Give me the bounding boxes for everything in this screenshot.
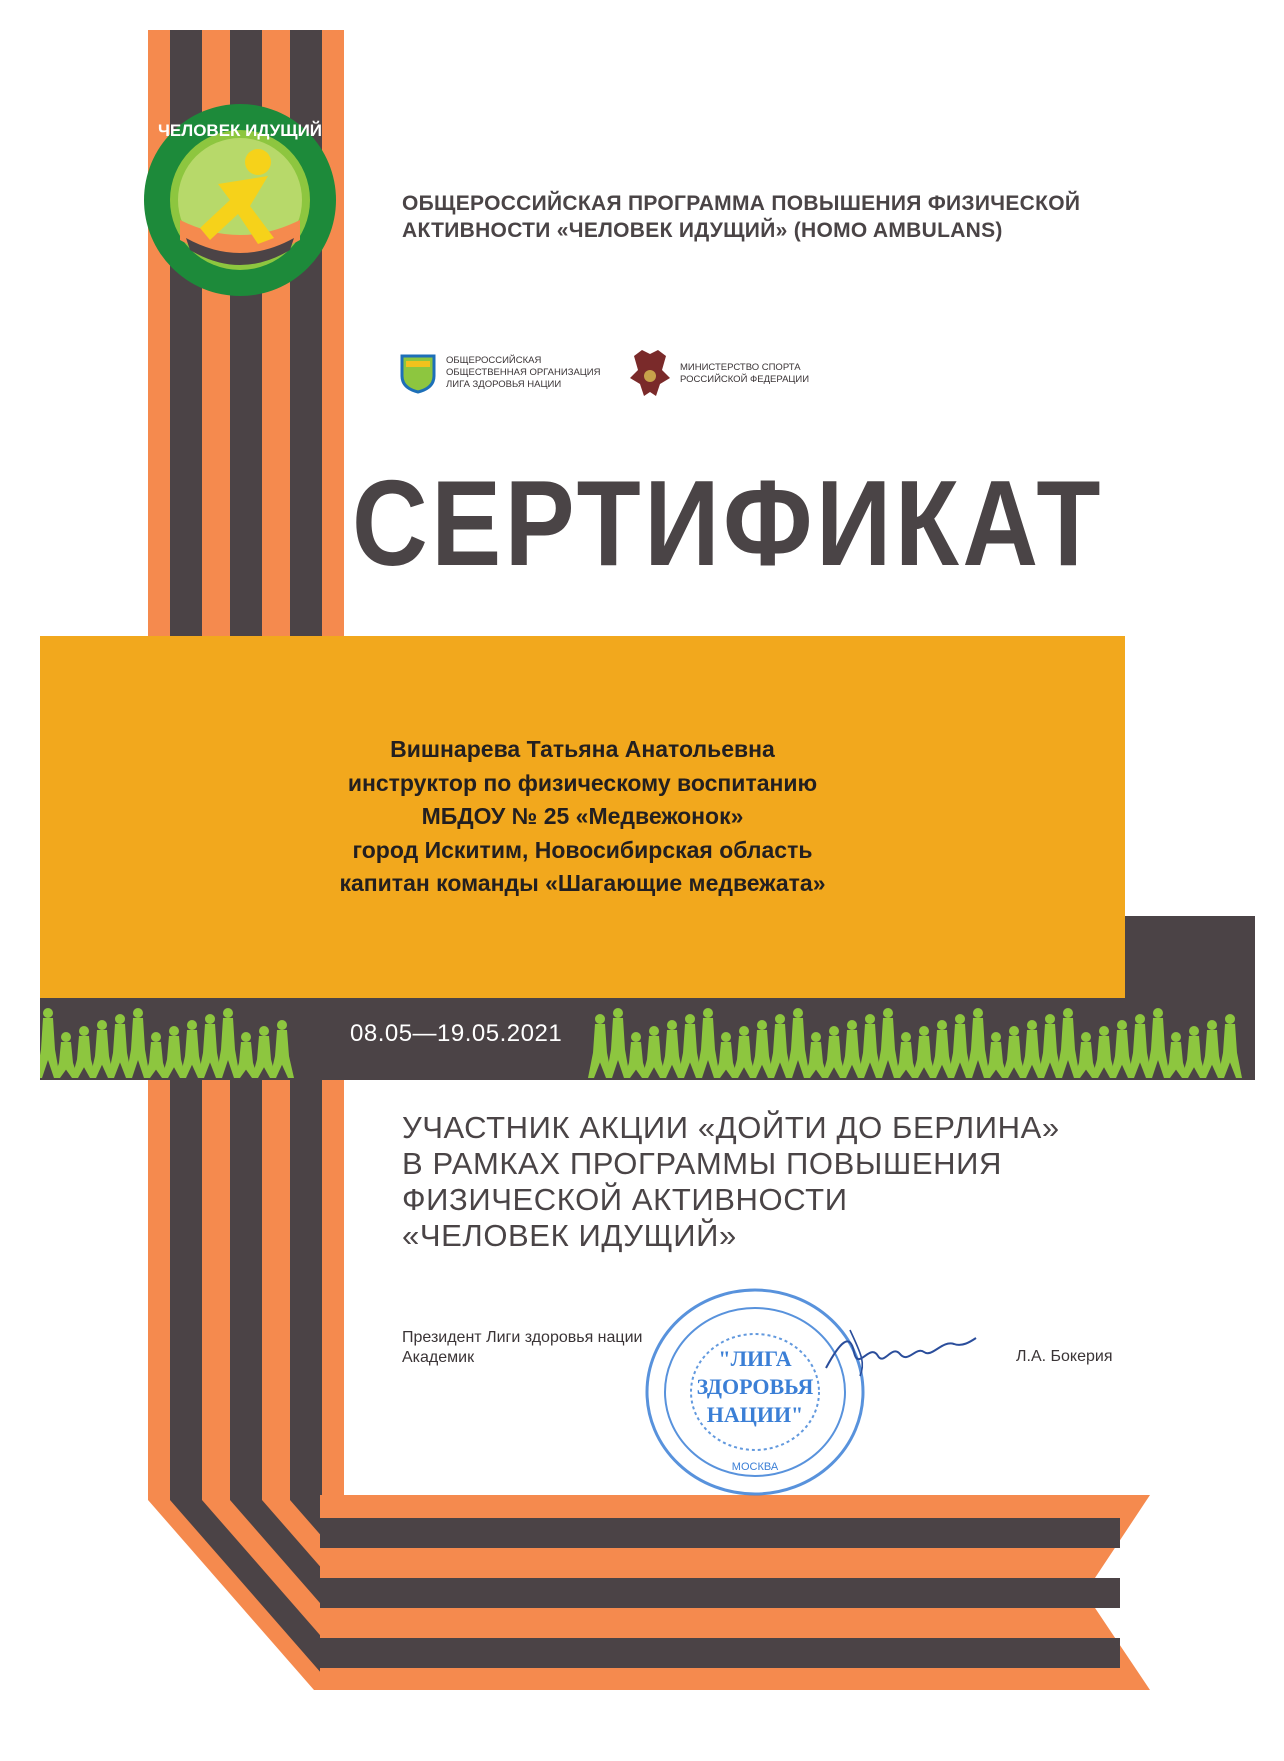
walking-people-silhouettes (40, 998, 1255, 1080)
event-dates: 08.05—19.05.2021 (350, 1020, 563, 1047)
walker-silhouette (1056, 1008, 1080, 1078)
signer-role-line1: Президент Лиги здоровья нации (402, 1329, 643, 1346)
recipient-name: Вишнарева Татьяна Анатольевна (390, 736, 775, 762)
logo-arc-text: ЧЕЛОВЕК ИДУЩИЙ (157, 121, 323, 140)
league-org-line2: ОБЩЕСТВЕННАЯ ОРГАНИЗАЦИЯ (446, 367, 601, 378)
chelovek-idushchiy-logo-icon (140, 100, 340, 300)
signer-role (402, 1328, 642, 1368)
participant-line3: ФИЗИЧЕСКОЙ АКТИВНОСТИ (402, 1182, 848, 1217)
walker-silhouette (40, 1008, 60, 1078)
walker-silhouette (270, 1020, 294, 1078)
walker-silhouette (1146, 1008, 1170, 1078)
horizontal-ribbon (320, 1495, 1150, 1690)
ministry-org-line2: РОССИЙСКОЙ ФЕДЕРАЦИИ (680, 374, 810, 385)
walker-silhouette (1218, 1014, 1242, 1078)
handwritten-signature (820, 1322, 980, 1382)
program-title-line1: ОБЩЕРОССИЙСКАЯ ПРОГРАММА ПОВЫШЕНИЯ ФИЗИЧЕСКОЙ (402, 192, 1081, 215)
recipient-details (40, 733, 1125, 901)
walker-silhouette (876, 1008, 900, 1078)
recipient-location: город Искитим, Новосибирская область (352, 836, 813, 863)
walker-silhouette (606, 1008, 630, 1078)
recipient-role: капитан команды «Шагающие медвежата» (339, 870, 826, 896)
signer-name: Л.А. Бокерия (1016, 1348, 1113, 1365)
recipient-institution: МБДОУ № 25 «Медвежонок» (421, 803, 744, 829)
league-org-line3: ЛИГА ЗДОРОВЬЯ НАЦИИ (446, 379, 562, 390)
stamp-line3: НАЦИИ" (706, 1402, 804, 1427)
recipient-position: инструктор по физическому воспитанию (347, 769, 818, 796)
participant-line2: В РАМКАХ ПРОГРАММЫ ПОВЫШЕНИЯ (402, 1146, 1003, 1181)
participant-line4: «ЧЕЛОВЕК ИДУЩИЙ» (402, 1218, 737, 1253)
stamp-line1: "ЛИГА (718, 1346, 792, 1371)
ministry-org-line1: МИНИСТЕРСТВО СПОРТА (680, 362, 801, 373)
official-stamp (640, 1282, 870, 1502)
program-title (402, 190, 1162, 244)
walker-silhouette (696, 1008, 720, 1078)
participant-statement (402, 1110, 1222, 1254)
program-title-line2: АКТИВНОСТИ «ЧЕЛОВЕК ИДУЩИЙ» (HOMO AMBULANS) (402, 219, 1003, 242)
league-emblem-icon (398, 352, 438, 394)
walker-silhouette (786, 1008, 810, 1078)
ministry-of-sport-org (628, 348, 809, 400)
participant-line1: УЧАСТНИК АКЦИИ «ДОЙТИ ДО БЕРЛИНА» (402, 1110, 1060, 1145)
signer-role-line2: Академик (402, 1349, 475, 1366)
league-org-line1: ОБЩЕРОССИЙСКАЯ (446, 355, 542, 366)
walker-silhouette (126, 1008, 150, 1078)
certificate-title: СЕРТИФИКАТ (352, 455, 1104, 591)
double-headed-eagle-icon (628, 348, 672, 400)
league-of-nation-health-org (398, 352, 601, 394)
walker-silhouette (216, 1008, 240, 1078)
stamp-bottom: МОСКВА (731, 1461, 779, 1473)
stamp-line2: ЗДОРОВЬЯ (696, 1374, 814, 1399)
walker-silhouette (966, 1008, 990, 1078)
